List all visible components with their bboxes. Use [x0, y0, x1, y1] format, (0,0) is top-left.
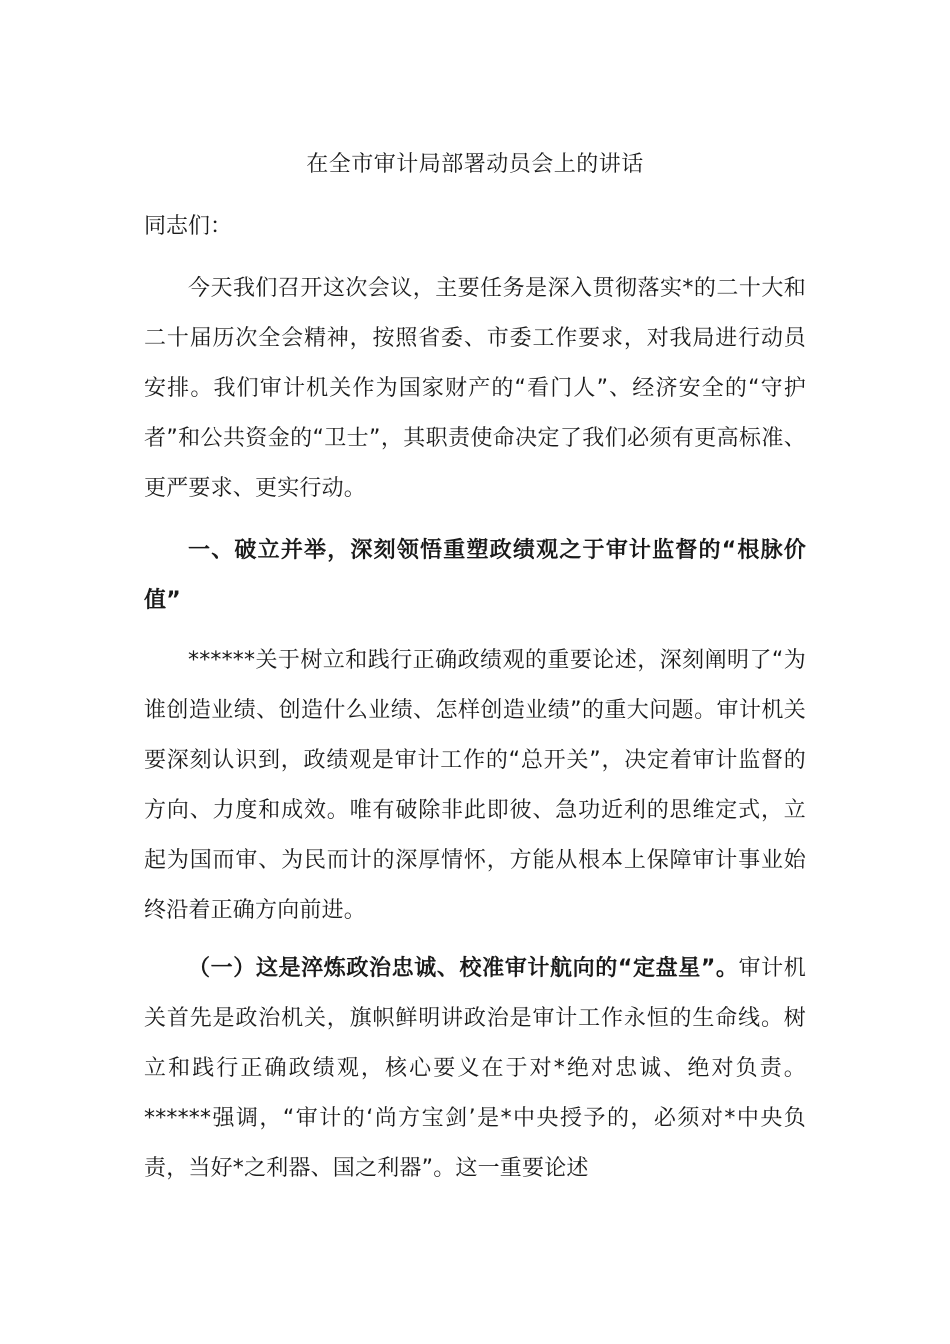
section-heading-1: 一、破立并举，深刻领悟重塑政绩观之于审计监督的“根脉价值” — [144, 538, 806, 613]
salutation: 同志们： — [144, 214, 233, 239]
paragraph-opening: 今天我们召开这次会议，主要任务是深入贯彻落实*的二十大和二十届历次全会精神，按照省委、市委工作要求，对我局进行动员安排。我们审计机关作为国家财产的“看门人”、经济安全的“守护者”和公共资金的“卫士”，其职责使命决定了我们必须有更高标准、更严要求、更实行动。 — [144, 276, 806, 501]
paragraph-subsection-1 — [144, 944, 806, 1194]
paragraph-section-1-intro: ******关于树立和践行正确政绩观的重要论述，深刻阐明了“为谁创造业绩、创造什么业绩、怎样创造业绩”的重大问题。审计机关要深刻认识到，政绩观是审计工作的“总开关”，决定着审计监督的方向、力度和成效。唯有破除非此即彼、急功近利的思维定式，立起为国而审、为民而计的深厚情怀，方能从根本上保障审计事业始终沿着正确方向前进。 — [144, 648, 806, 923]
subsection-heading-1: （一）这是淬炼政治忠诚、校准审计航向的“定盘星”。 — [188, 956, 739, 981]
document-title: 在全市审计局部署动员会上的讲话 — [306, 152, 644, 177]
subsection-body-1: 审计机关首先是政治机关，旗帜鲜明讲政治是审计工作永恒的生命线。树立和践行正确政绩观，核心要义在于对*绝对忠诚、绝对负责。******强调，“审计的‘尚方宝剑’是*中央授予的，必须对*中央负责，当好*之利器、国之利器”。这一重要论述 — [144, 956, 806, 1181]
